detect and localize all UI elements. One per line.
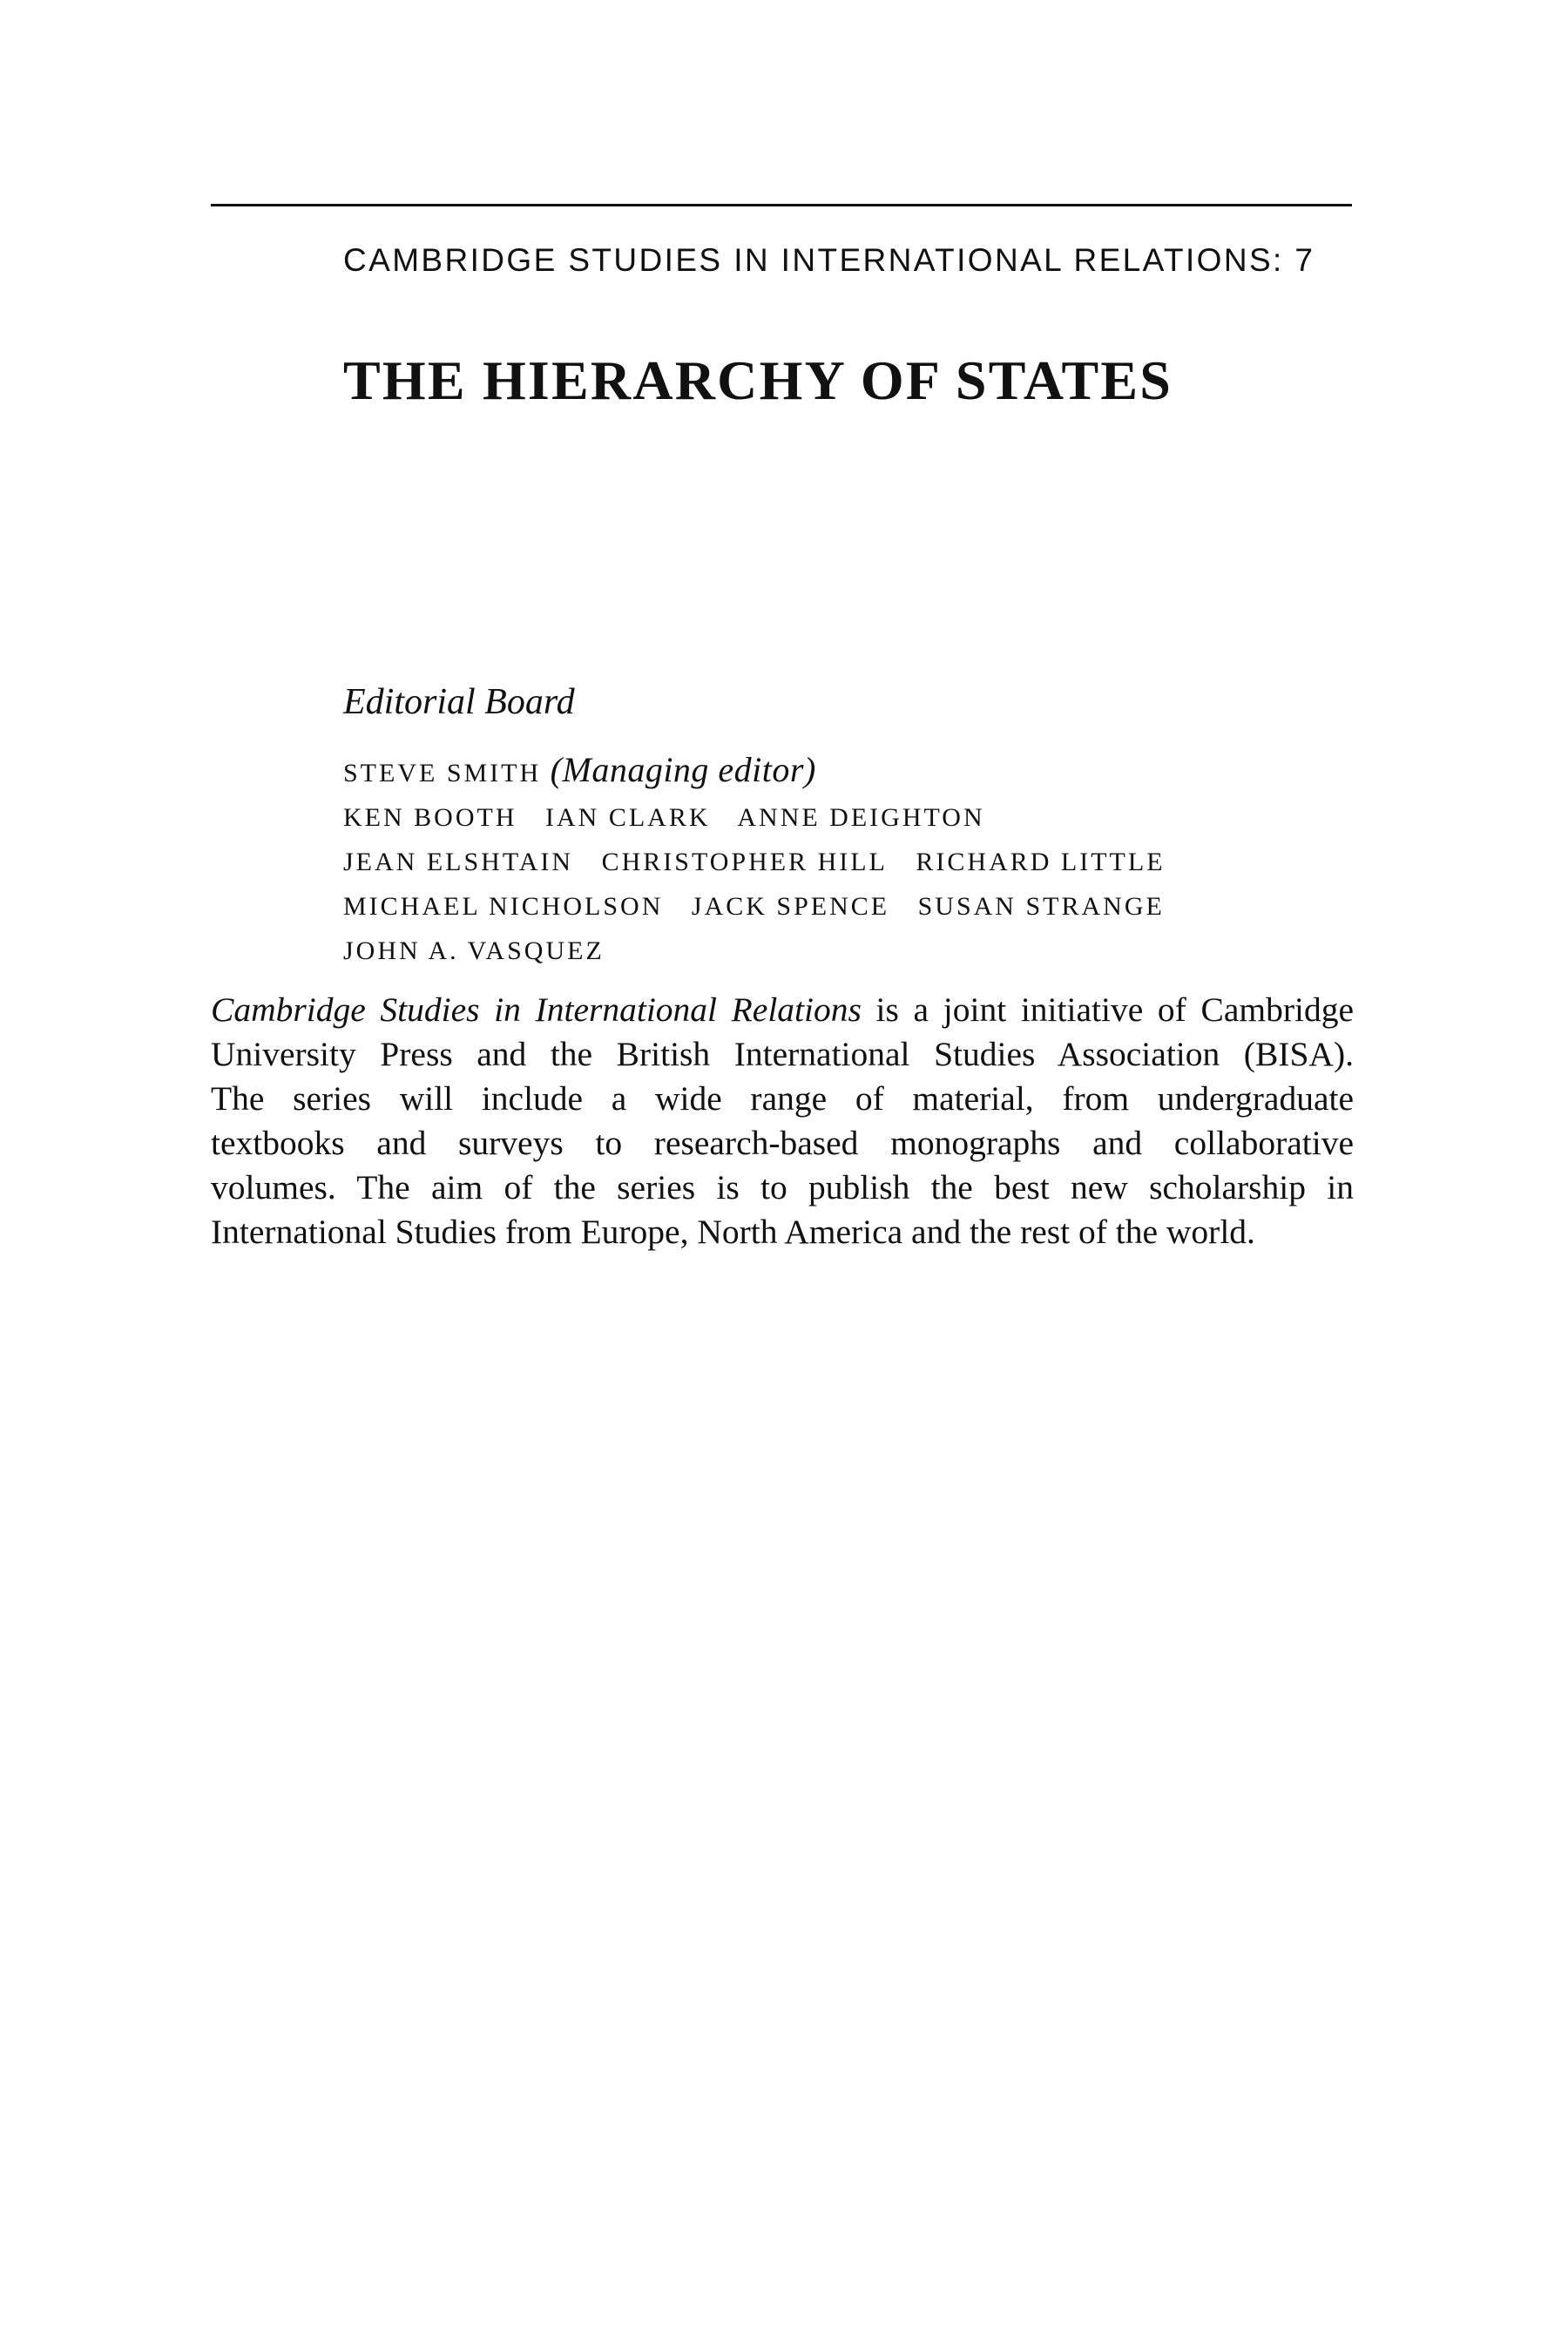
board-members-row [343,840,1389,884]
board-member: KEN BOOTH [343,803,517,832]
board-member: CHRISTOPHER HILL [601,848,888,876]
board-member: MICHAEL NICHOLSON [343,892,664,921]
managing-editor-line [343,747,1389,795]
description-line: International Studies from Europe, North America and the rest of the world. [211,1213,1255,1251]
board-member: SUSAN STRANGE [917,892,1165,921]
book-title: THE HIERARCHY OF STATES [343,349,1173,411]
description-line: volumes. The aim of the series is to publish the best new scholarship in [211,1168,1354,1206]
board-member: JOHN A. VASQUEZ [343,936,605,965]
top-rule [211,204,1352,206]
managing-editor-role: (Managing editor) [550,750,816,789]
board-member: ANNE DEIGHTON [737,803,985,832]
description-text: is a joint initiative of Cambridge [861,990,1354,1029]
series-description [211,988,1354,1254]
description-line: The series will include a wide range of material, from undergraduate [211,1079,1354,1118]
series-title: CAMBRIDGE STUDIES IN INTERNATIONAL RELATIONS: 7 [343,242,1315,278]
series-name-italic: Cambridge Studies in International Relations [211,990,862,1029]
board-members-row [343,929,1389,973]
editorial-board [343,678,1389,973]
managing-editor-name: STEVE SMITH [343,759,542,787]
board-member: JACK SPENCE [691,892,890,921]
editorial-board-heading: Editorial Board [343,682,575,722]
board-member: IAN CLARK [545,803,711,832]
description-line: textbooks and surveys to research-based monographs and collaborative [211,1124,1354,1162]
board-members-row [343,795,1389,840]
board-member: RICHARD LITTLE [916,848,1166,876]
board-members-row [343,884,1389,929]
board-member: JEAN ELSHTAIN [343,848,574,876]
description-line: University Press and the British International Studies Association (BISA). [211,1035,1354,1073]
description-line [211,988,1354,1032]
